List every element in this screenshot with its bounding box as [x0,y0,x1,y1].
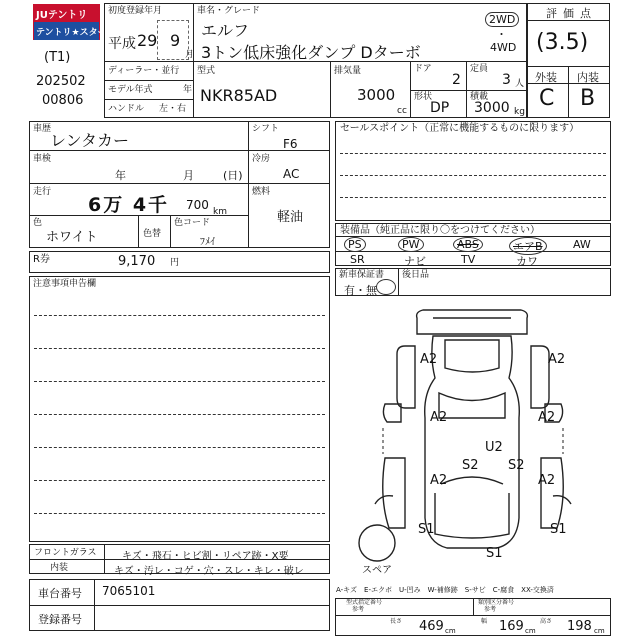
doors-label: ドア [414,64,432,74]
displacement-value: 3000 [357,86,396,104]
drive-2wd: 2WD [485,12,519,27]
car-grade: 3トン低床強化ダンプ Dターボ [201,43,421,62]
registration-label: 登録番号 [38,613,82,626]
fuel-value: 軽油 [277,210,304,225]
equip-tv: TV [461,253,476,266]
warranty-label: 新車保証書 [339,270,385,280]
lot-tag: (T1) [44,50,71,65]
car-diagram [335,298,611,580]
recycle-unit: 円 [170,258,180,268]
lot-code-1: 202502 [36,74,86,89]
damage-mark: S1 [418,522,435,537]
logo-text-1: JUテントリ [36,10,88,21]
dims-length-unit: cm [445,627,456,635]
interior-label: 内装 [50,563,69,573]
rating-score: (3.5) [536,30,589,55]
aircon-value: AC [283,167,300,181]
rating-int: B [580,86,596,111]
capacity-value: 3 [502,72,511,88]
dims-width-unit: cm [525,627,536,635]
equip-leather: カワ [516,255,538,268]
damage-mark: A2 [420,352,438,367]
after-label: 後日品 [402,270,430,280]
first-reg-label: 初度登録年月 [108,6,163,16]
equip-airbag: エアB [509,237,547,255]
equip-sr: SR [350,253,365,266]
rating-ext: C [539,86,555,111]
load-label: 積載 [470,92,489,102]
front-glass-label: フロントガラス [34,548,97,558]
damage-mark: A2 [538,473,556,488]
dims-height: 198 [567,619,592,634]
capacity-label: 定員 [470,64,489,74]
damage-mark: A2 [430,473,448,488]
damage-legend: A-キズ E-エクボ U-凹み W-補修跡 S-サビ C-腐食 XX-交換済 [336,586,554,594]
chassis-value: 7065101 [102,584,156,598]
front-glass-value: キズ・飛石・ヒビ割・リペア跡・X要 [122,551,289,562]
recycle-box [29,251,330,273]
color-value: ホワイト [46,230,98,245]
model-label: 型式 [197,66,216,76]
mileage-sub: 700 [186,198,209,212]
dims-width: 169 [499,619,524,634]
color-code-label: 色コード [174,218,211,228]
dealer-label: ディーラー・並行 [108,66,180,76]
shift-label: シフト [252,124,280,134]
damage-mark: S2 [508,458,525,473]
dims-height-label: 高さ [540,618,553,625]
handle-opts: 左・右 [159,104,187,114]
equip-ps: PS [344,237,366,252]
chassis-label: 車台番号 [38,587,82,600]
first-reg-year: 29 [137,31,158,50]
color-label: 色 [33,218,43,228]
first-reg-era: 平成 [108,36,136,52]
dims-class-label: 類別区分番号 [478,599,515,606]
load-value: 3000 [474,100,510,116]
logo-text-2: テントリ★スター [36,28,107,38]
model-value: NKR85AD [200,86,278,105]
drive-dot: ・ [496,28,507,41]
displacement-label: 排気量 [334,66,362,76]
fuel-label: 燃料 [252,187,271,197]
inspection-year-unit: 年 [115,169,126,182]
first-reg-month: 9 [170,31,181,50]
interior-value: キズ・汚レ・コゲ・穴・スレ・キレ・破レ [114,566,304,577]
rating-ext-label: 外装 [535,71,557,84]
mileage-label: 走行 [33,187,52,197]
equip-pw: PW [398,237,424,252]
aircon-label: 冷房 [252,154,271,164]
equip-aw: AW [573,238,591,251]
dims-model-ref: 参考 [352,606,365,613]
capacity-unit: 人 [515,79,525,89]
first-reg-month-unit: 月 [185,50,195,60]
spare-label: スペア [362,565,392,576]
sales-point-box [335,121,611,221]
drive-4wd: 4WD [490,41,517,54]
damage-mark: A2 [430,410,448,425]
sales-point-label: セールスポイント（正常に機能するものに限ります） [340,123,580,134]
dims-height-unit: cm [594,627,605,635]
shape-label: 形状 [414,92,433,102]
displacement-unit: cc [397,106,407,116]
inspection-month-unit: 月 [183,169,194,182]
equipment-label: 装備品（純正品に限り〇をつけてください） [340,225,540,236]
model-year-label: モデル年式 [108,85,153,95]
usage-value: レンタカー [50,131,129,150]
damage-mark: A2 [538,410,556,425]
dims-length-label: 長さ [390,618,403,625]
mileage-unit: km [213,207,227,217]
color-code-value: ﾌﾒｲ [200,237,215,248]
dims-length: 469 [419,619,444,634]
shift-value: F6 [283,137,298,151]
usage-label: 車歴 [33,124,52,134]
equip-abs: ABS [453,237,483,252]
model-year-unit: 年 [183,85,193,95]
lot-code-2: 00806 [42,93,84,108]
damage-mark: A2 [548,352,566,367]
mileage-value: 6万 4千 [88,194,170,216]
warranty-value: 有・無 [344,284,377,297]
dims-class-ref: 参考 [484,606,497,613]
logo [33,4,107,40]
car-name: エルフ [201,21,250,40]
damage-mark: S2 [462,458,479,473]
damage-mark: S1 [550,522,567,537]
car-name-label: 車名・グレード [197,6,261,16]
dims-width-label: 幅 [481,618,488,625]
color-change-label: 色替 [143,229,162,239]
recycle-value: 9,170 [118,254,156,269]
load-unit: kg [514,107,525,117]
rating-label: 評価点 [546,7,597,20]
inspection-label: 車検 [33,154,52,164]
dims-model-label: 型式指定番号 [346,599,383,606]
handle-label: ハンドル [108,104,145,114]
rating-int-label: 内装 [577,71,599,84]
damage-mark: U2 [485,440,503,455]
shape-value: DP [430,100,450,116]
doors-value: 2 [452,72,461,88]
damage-mark: S1 [486,546,503,561]
equip-navi: ナビ [404,255,426,268]
recycle-label: R券 [33,254,50,265]
inspection-day-unit: (日) [223,169,243,182]
notes-label: 注意事項申告欄 [33,279,97,289]
